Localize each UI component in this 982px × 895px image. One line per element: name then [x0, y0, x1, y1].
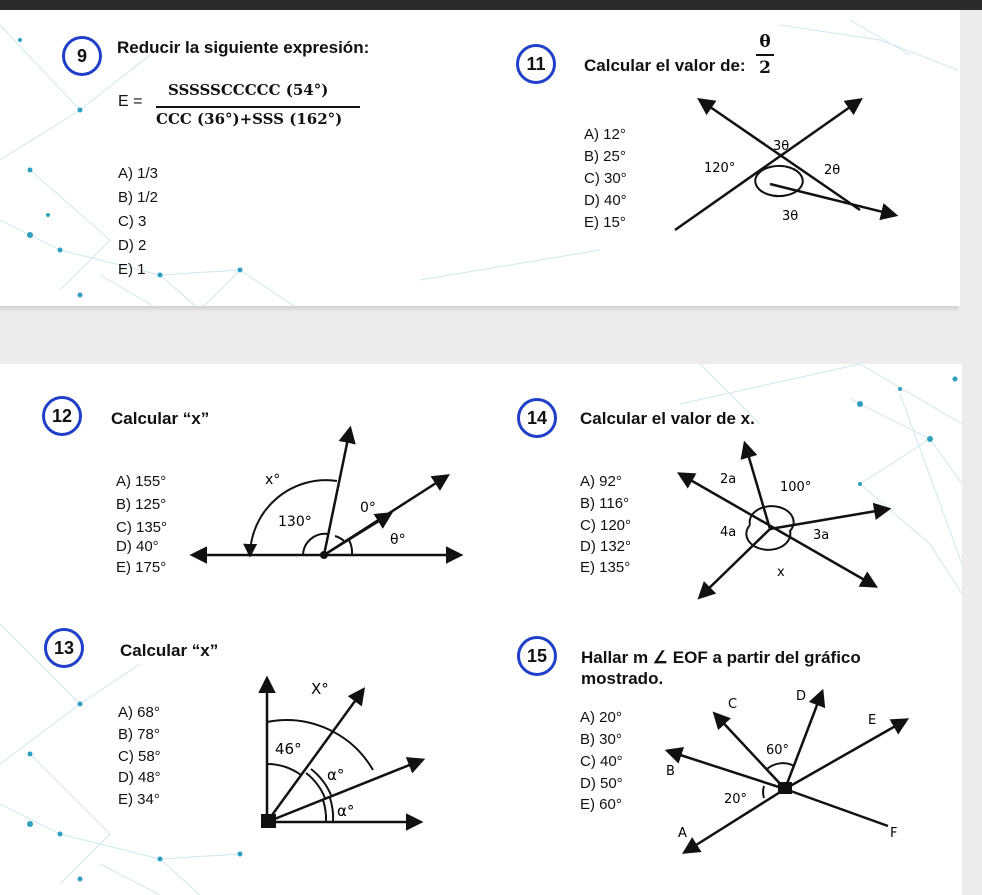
worksheet-panel-bottom	[0, 364, 962, 895]
label-4a: 4a	[720, 525, 737, 540]
label-x: x°	[265, 472, 281, 488]
label-130: 130°	[278, 514, 312, 530]
label-3theta-bottom: 3θ	[782, 209, 799, 224]
label-60: 60°	[766, 743, 790, 758]
problem-14-number: 14	[517, 398, 557, 438]
page-gap	[0, 306, 982, 364]
problem-11-number: 11	[516, 44, 556, 84]
option-d: D) 40°	[116, 538, 159, 555]
problem-12-title: Calcular “x”	[111, 409, 210, 428]
label-46: 46°	[275, 740, 302, 758]
problem-11-frac-num: θ	[759, 32, 771, 52]
label-100: 100°	[780, 480, 812, 495]
label-zero: 0°	[360, 500, 376, 516]
right-margin	[960, 10, 982, 895]
label-C: C	[728, 697, 738, 712]
option-a: A) 68°	[118, 704, 160, 721]
problem-14-title: Calcular el valor de x.	[580, 409, 755, 428]
worksheet-panel-top	[0, 10, 958, 306]
problem-9-title: Reducir la siguiente expresión:	[117, 38, 370, 57]
option-e: E) 15°	[584, 214, 626, 231]
problem-13-title: Calcular “x”	[120, 641, 219, 660]
problem-14-figure	[670, 439, 900, 604]
option-a: A) 155°	[116, 473, 167, 490]
option-a: A) 1/3	[118, 165, 159, 182]
option-c: C) 3	[118, 213, 147, 230]
option-e: E) 135°	[580, 559, 631, 576]
problem-11-figure	[660, 90, 910, 250]
top-bar	[0, 0, 982, 10]
label-2a: 2a	[720, 472, 737, 487]
label-2theta: 2θ	[824, 163, 841, 178]
problem-9-denominator: CCC (36°)+SSS (162°)	[156, 110, 343, 128]
label-alpha-upper: α°	[327, 766, 345, 784]
option-b: B) 125°	[116, 496, 167, 513]
problem-15-title-line1: Hallar m ∠ EOF a partir del gráfico	[581, 648, 861, 667]
option-b: B) 25°	[584, 148, 626, 165]
option-d: D) 50°	[580, 775, 623, 792]
problem-11-title: Calcular el valor de:	[584, 56, 746, 75]
label-3a: 3a	[813, 528, 830, 543]
option-a: A) 12°	[584, 126, 626, 143]
label-20: 20°	[724, 792, 748, 807]
label-E: E	[868, 713, 877, 728]
label-B: B	[666, 764, 675, 779]
option-e: E) 34°	[118, 791, 160, 808]
problem-15-number: 15	[517, 636, 557, 676]
label-D: D	[796, 689, 807, 704]
option-b: B) 116°	[580, 495, 630, 512]
option-d: D) 2	[118, 237, 147, 254]
problem-12-figure	[185, 424, 465, 564]
label-3theta-top: 3θ	[773, 139, 790, 154]
problem-13-figure	[255, 674, 435, 839]
option-b: B) 30°	[580, 731, 622, 748]
option-c: C) 40°	[580, 753, 623, 770]
option-c: C) 135°	[116, 519, 168, 536]
option-c: C) 30°	[584, 170, 627, 187]
label-120: 120°	[704, 161, 736, 176]
problem-12-number: 12	[42, 396, 82, 436]
panel-shadow	[0, 306, 958, 312]
option-c: C) 58°	[118, 748, 161, 765]
option-d: D) 48°	[118, 769, 161, 786]
problem-11-frac-den: 2	[759, 58, 771, 78]
problem-9-e-label: E =	[118, 93, 143, 110]
option-c: C) 120°	[580, 517, 632, 534]
problem-15-figure	[660, 686, 910, 856]
option-b: B) 78°	[118, 726, 160, 743]
option-d: D) 40°	[584, 192, 627, 209]
label-x: x	[777, 565, 785, 580]
label-theta: θ°	[390, 532, 406, 548]
label-x: X°	[311, 680, 329, 698]
problem-11-frac-bar	[756, 54, 774, 56]
problem-9-number: 9	[62, 36, 102, 76]
option-b: B) 1/2	[118, 189, 159, 206]
option-a: A) 20°	[580, 709, 622, 726]
problem-13-number: 13	[44, 628, 84, 668]
option-a: A) 92°	[580, 473, 622, 490]
label-F: F	[890, 826, 898, 841]
problem-9-numerator: SSSSSCCCCC (54°)	[168, 81, 329, 99]
label-A: A	[678, 826, 687, 841]
option-e: E) 60°	[580, 796, 622, 813]
option-e: E) 1	[118, 261, 146, 278]
problem-15-title-line2: mostrado.	[581, 669, 664, 688]
option-e: E) 175°	[116, 559, 167, 576]
problem-9-fraction-bar	[156, 106, 360, 108]
option-d: D) 132°	[580, 538, 632, 555]
label-alpha-lower: α°	[337, 802, 355, 820]
